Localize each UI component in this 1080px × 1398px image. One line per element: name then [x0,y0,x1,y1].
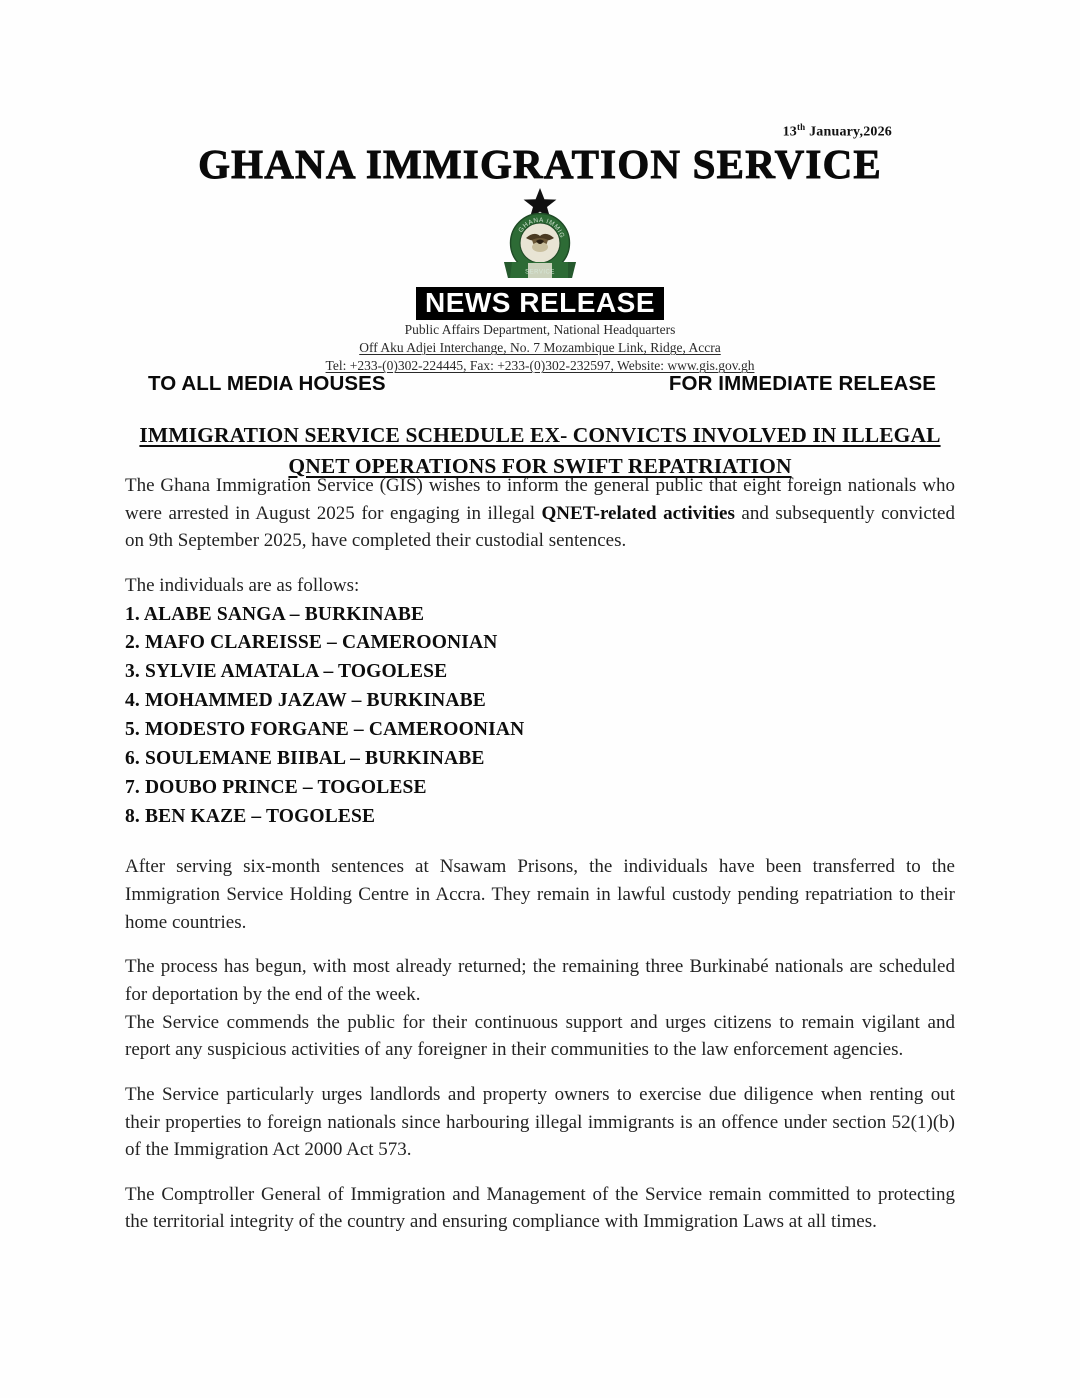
media-notice-row [148,372,936,396]
convicted-individuals-list [125,601,955,832]
paragraph-intro-part-2: and subsequently convicted on 9th September 2025, have completed their custodial sentences. [125,502,955,552]
release-date-ordinal: th [796,122,806,132]
news-release-banner: NEWS RELEASE [416,287,664,320]
document-body [125,472,955,1253]
list-item: 6. SOULEMANE BIIBAL – BURKINABE [125,747,485,769]
crest-container [0,186,1080,290]
list-item: 3. SYLVIE AMATALA – TOGOLESE [125,661,448,683]
paragraph-deportation-process: The process has begun, with most already returned; the remaining three Burkinabé nationals are scheduled for deportation by the end of the week. [125,956,955,1005]
address-line-street: Off Aku Adjei Interchange, No. 7 Mozambique Link, Ridge, Accra [359,340,721,356]
list-item: 8. BEN KAZE – TOGOLESE [125,805,376,827]
paragraph-landlords-notice: The Service particularly urges landlords and property owners to exercise due diligence when renting out their properties to foreign nationals since harbouring illegal immigrants is an offence under section 52(1)(b) of the Immigration Act 2000 Act 573. [125,1083,955,1161]
release-date-month-year: January,2026 [805,124,892,140]
list-item: 5. MODESTO FORGANE – CAMEROONIAN [125,719,525,740]
svg-text:GHANA IMMIG: GHANA IMMIG [517,216,566,240]
list-spacer [125,831,955,853]
list-lead-in: The individuals are as follows: [125,574,360,596]
ghana-immigration-service-crest-icon [488,186,592,290]
headline-line-2: QNET OPERATIONS FOR SWIFT REPATRIATION [288,453,792,478]
organization-title: GHANA IMMIGRATION SERVICE [198,141,882,187]
paragraph-public-commendation: The Service commends the public for their continuous support and urges citizens to remain vigilant and report any suspicious activities of any foreigner in their communities to the law enforcement agencies. [125,1011,955,1061]
list-item: 7. DOUBO PRINCE – TOGOLESE [125,776,427,798]
paragraph-comptroller-commitment: The Comptroller General of Immigration and Management of the Service remain committed to protecting the territorial integrity of the country and ensuring compliance with Immigration Laws at all times. [125,1183,955,1233]
address-line-department: Public Affairs Department, National Headquarters [404,322,676,337]
qnet-activities-emphasis: QNET-related activities [541,502,735,524]
list-item: 1. ALABE SANGA – BURKINABE [125,603,425,625]
address-block [0,321,1080,375]
release-date [783,122,892,141]
list-item: 2. MAFO CLAREISSE – CAMEROONIAN [125,632,498,654]
list-item: 4. MOHAMMED JAZAW – BURKINABE [125,690,486,712]
headline-line-1: IMMIGRATION SERVICE SCHEDULE EX- CONVICTS INVOLVED IN ILLEGAL [139,423,941,447]
to-all-media-houses-label: TO ALL MEDIA HOUSES [148,372,386,395]
for-immediate-release-label: FOR IMMEDIATE RELEASE [668,372,936,395]
paragraph-custody: After serving six-month sentences at Nsawam Prisons, the individuals have been transferred to the Immigration Service Holding Centre in Accra. They remain in lawful custody pending repatriation to their home countries. [125,856,955,933]
news-release-banner-container [0,287,1080,320]
svg-text:SERVICE: SERVICE [525,269,555,276]
release-date-day: 13 [782,124,797,140]
paragraph-intro-part-1: The Ghana Immigration Service (GIS) wishes to inform the general public that eight foreign nationals who were arrested in August 2025 for engaging in illegal [125,475,955,524]
paragraph-intro [125,472,955,555]
address-line-contact: Tel: +233-(0)302-224445, Fax: +233-(0)302-232597, Website: www.gis.gov.gh [325,358,755,374]
